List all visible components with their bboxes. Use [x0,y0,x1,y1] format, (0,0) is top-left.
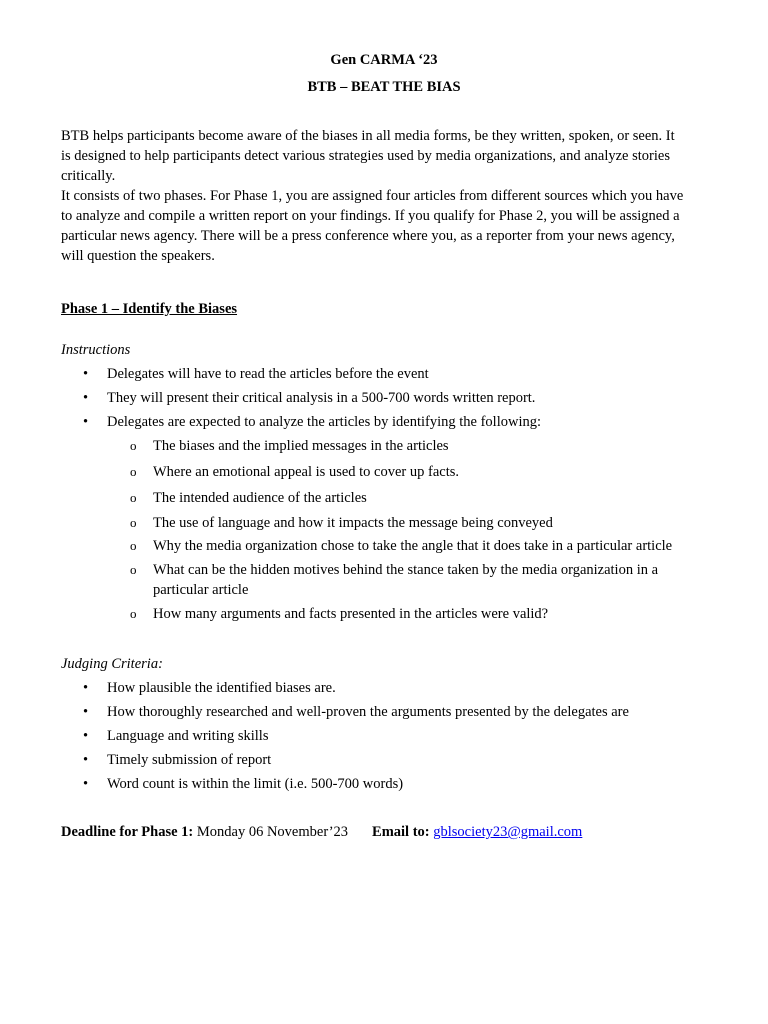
intro-paragraph [61,126,721,266]
bullet-icon: • [83,704,89,720]
judging-criteria-label: Judging Criteria: [61,656,163,672]
instruction-text: Delegates will have to read the articles before the event [107,366,429,382]
intro-line: BTB helps participants become aware of the biases in all media forms, be they written, spoken, or seen. It [61,128,675,144]
sub-item-text: The biases and the implied messages in the articles [153,438,449,454]
bullet-icon: • [83,680,89,696]
criterion-text: Timely submission of report [107,752,272,768]
deadline-label: Deadline for Phase 1: [61,824,194,840]
bullet-icon: • [83,728,89,744]
hollow-bullet-icon: o [130,438,137,453]
intro-line: critically. [61,168,116,184]
deadline-line [61,822,582,842]
sub-item-text: The use of language and how it impacts the message being conveyed [153,515,553,531]
hollow-bullet-icon: o [130,562,137,577]
deadline-value: Monday 06 November’23 [193,824,349,840]
intro-line: is designed to help participants detect various strategies used by media organizations, and analyze stories [61,148,670,164]
bullet-icon: • [83,776,89,792]
bullet-icon: • [83,366,89,382]
sub-item-text: The intended audience of the articles [153,490,367,506]
hollow-bullet-icon: o [130,606,137,621]
sub-item-text: particular article [153,582,249,598]
instruction-text: Delegates are expected to analyze the articles by identifying the following: [107,414,542,430]
criterion-text: How thoroughly researched and well-proven the arguments presented by the delegates are [107,704,629,720]
instructions-label: Instructions [61,342,131,358]
intro-line: will question the speakers. [61,248,215,264]
event-title: Gen CARMA ‘23 [330,52,438,68]
intro-line: particular news agency. There will be a press conference where you, as a reporter from your news agency, [61,228,675,244]
criterion-text: Language and writing skills [107,728,269,744]
criterion-text: Word count is within the limit (i.e. 500-700 words) [107,776,404,792]
sub-item-text: How many arguments and facts presented in the articles were valid? [153,606,549,622]
hollow-bullet-icon: o [130,538,137,553]
intro-line: to analyze and compile a written report on your findings. If you qualify for Phase 2, you will be assigned a [61,208,680,224]
email-label: Email to: [372,824,430,840]
bullet-icon: • [83,414,89,430]
sub-item-text: Why the media organization chose to take the angle that it does take in a particular article [153,538,673,554]
intro-line: It consists of two phases. For Phase 1, you are assigned four articles from different sources which you have [61,188,684,204]
bullet-icon: • [83,390,89,406]
hollow-bullet-icon: o [130,490,137,505]
document-subtitle: BTB – BEAT THE BIAS [307,79,461,95]
sub-item-text: Where an emotional appeal is used to cover up facts. [153,464,459,480]
sub-item-text: What can be the hidden motives behind the stance taken by the media organization in a [153,562,659,578]
hollow-bullet-icon: o [130,515,137,530]
hollow-bullet-icon: o [130,464,137,479]
instruction-text: They will present their critical analysis in a 500-700 words written report. [107,390,536,406]
criterion-text: How plausible the identified biases are. [107,680,336,696]
phase1-heading: Phase 1 – Identify the Biases [61,301,238,317]
bullet-icon: • [83,752,89,768]
email-link[interactable]: gblsociety23@gmail.com [433,824,583,840]
